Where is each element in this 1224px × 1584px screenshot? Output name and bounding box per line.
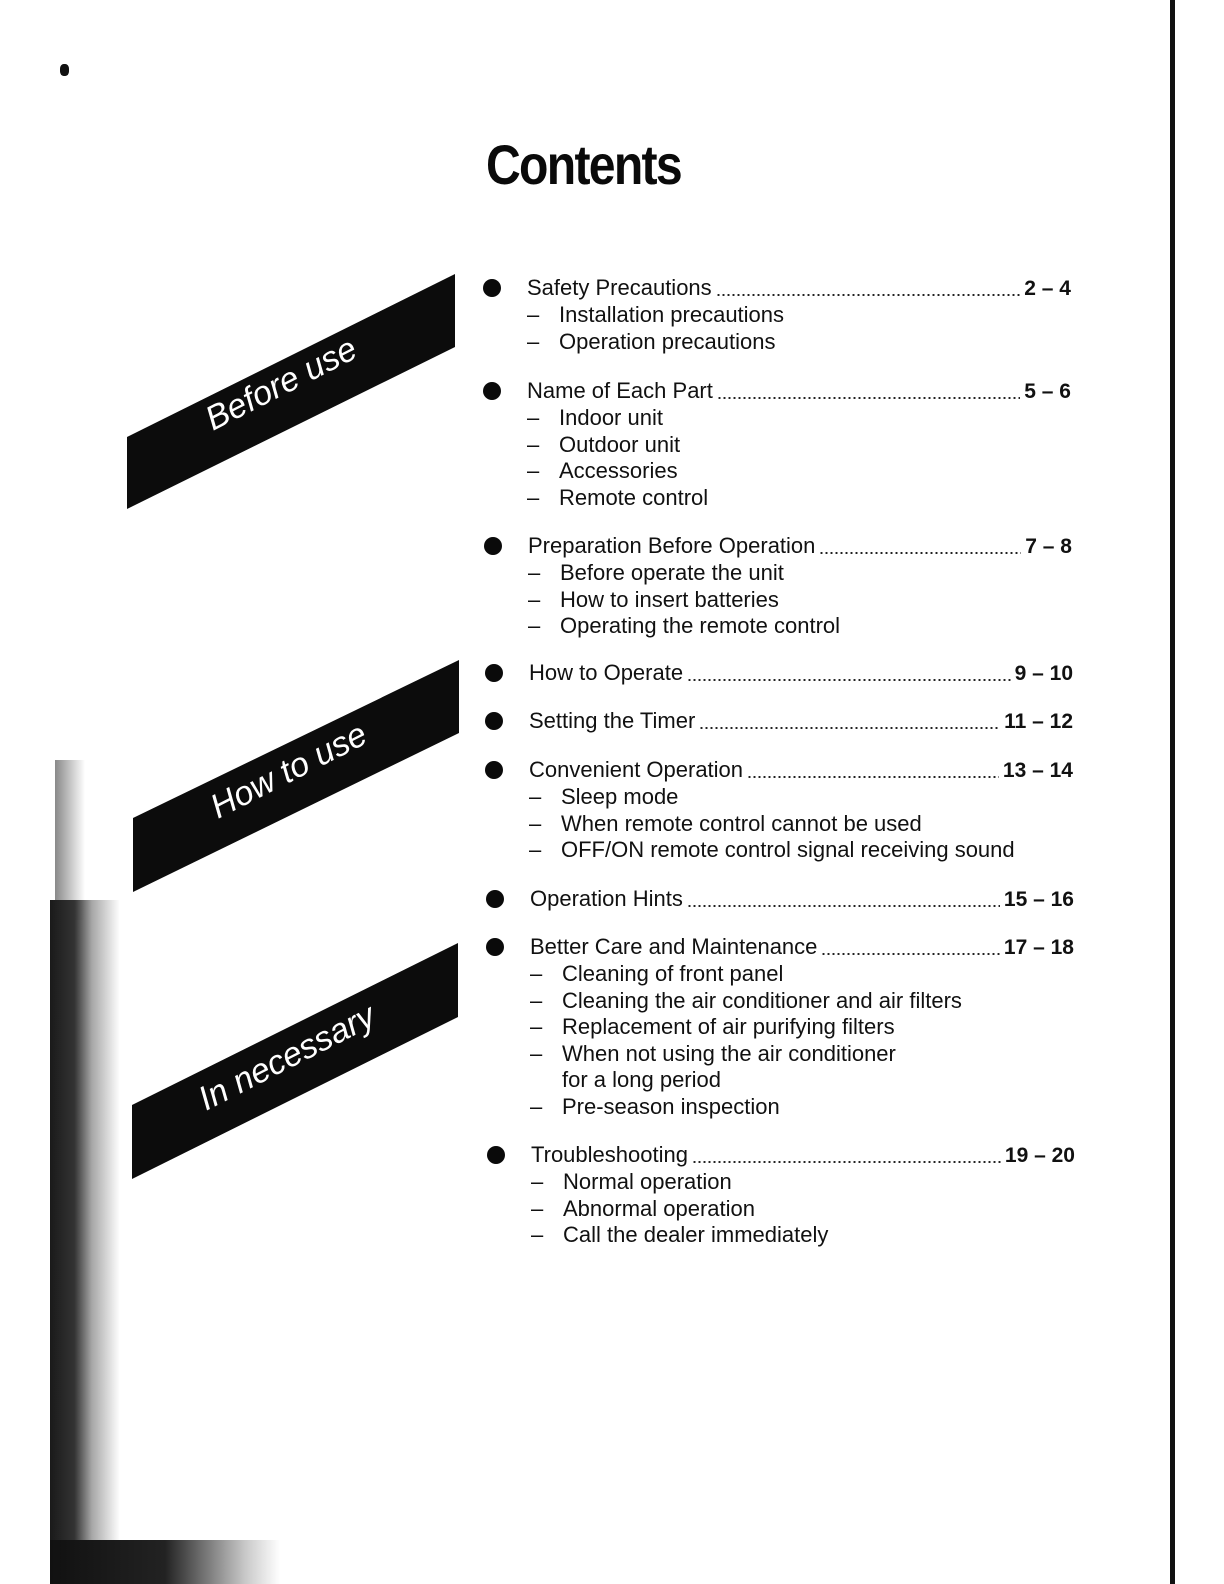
dash-icon: – xyxy=(530,961,543,986)
toc-entry-title: How to Operate xyxy=(529,660,684,685)
dot-leader xyxy=(699,727,1000,729)
dot-leader xyxy=(687,905,1000,907)
toc-subitem: – Operating the remote control xyxy=(528,613,841,638)
dash-icon: – xyxy=(531,1169,544,1194)
toc-subitem: – OFF/ON remote control signal receiving sound xyxy=(529,837,1015,862)
toc-page-range: 2 – 4 xyxy=(1024,277,1071,300)
toc-entry xyxy=(486,885,1074,913)
band-shape xyxy=(0,0,470,1190)
dash-icon: – xyxy=(528,560,541,585)
dash-icon: – xyxy=(530,1040,543,1066)
toc-entry xyxy=(485,756,1073,864)
toc-entry xyxy=(485,707,1073,735)
dash-icon: – xyxy=(527,484,540,510)
dot-leader xyxy=(692,1161,1001,1163)
toc-subitem: – Call the dealer immediately xyxy=(531,1222,829,1247)
toc-subitem: – Indoor unit xyxy=(527,405,663,430)
dash-icon: – xyxy=(529,784,542,809)
toc-subitem: – Remote control xyxy=(527,484,709,510)
dash-icon: – xyxy=(527,328,540,354)
dot-leader xyxy=(819,552,1021,554)
dash-icon: – xyxy=(527,458,540,483)
dash-icon: – xyxy=(528,613,541,638)
section-band-in-necessary xyxy=(0,0,470,1190)
dash-icon: – xyxy=(530,987,543,1013)
dot-leader xyxy=(821,953,1000,955)
dash-icon: – xyxy=(529,810,542,836)
toc-subitem: – Abnormal operation xyxy=(531,1195,756,1221)
toc-page-range: 5 – 6 xyxy=(1024,380,1071,403)
bullet-icon xyxy=(486,938,504,956)
dash-icon: – xyxy=(530,1014,543,1039)
bullet-icon xyxy=(485,761,503,779)
bullet-icon xyxy=(487,1146,505,1164)
toc-entry-title: Better Care and Maintenance xyxy=(530,934,818,959)
page-title: Contents xyxy=(486,133,681,196)
bullet-icon xyxy=(486,890,504,908)
dash-icon: – xyxy=(527,302,540,327)
bullet-icon xyxy=(485,664,503,682)
toc-entry xyxy=(483,274,1071,355)
toc-entry-title: Safety Precautions xyxy=(527,275,712,300)
toc-entry xyxy=(487,1141,1075,1249)
dash-icon: – xyxy=(531,1195,544,1221)
toc-page-range: 17 – 18 xyxy=(1003,936,1074,959)
dash-icon: – xyxy=(529,837,542,862)
toc-subitem-continuation: for a long period xyxy=(562,1067,721,1092)
toc-subitem: – Pre-season inspection xyxy=(530,1093,780,1119)
toc-entry-title: Name of Each Part xyxy=(527,378,713,403)
toc-subitem: – Sleep mode xyxy=(529,784,679,809)
toc-subitem: – Cleaning the air conditioner and air filters xyxy=(530,987,962,1013)
toc-subitem: – Operation precautions xyxy=(527,328,776,354)
toc-entry xyxy=(484,532,1072,640)
bullet-icon xyxy=(485,712,503,730)
toc-subitem: – Before operate the unit xyxy=(528,560,784,585)
toc-entry xyxy=(485,659,1073,687)
toc-entry-title: Troubleshooting xyxy=(531,1142,688,1167)
scan-shadow xyxy=(50,1540,280,1584)
toc-page-range: 13 – 14 xyxy=(1002,759,1073,782)
toc-subitem: – Installation precautions xyxy=(527,302,785,327)
toc-page-range: 15 – 16 xyxy=(1003,888,1074,911)
toc-entry xyxy=(483,377,1071,511)
dot-leader xyxy=(716,294,1021,296)
toc-subitem: – When remote control cannot be used xyxy=(529,810,922,836)
toc-page-range: 7 – 8 xyxy=(1025,535,1072,558)
dash-icon: – xyxy=(531,1222,544,1247)
toc-entry-title: Operation Hints xyxy=(530,886,683,911)
toc-entry-title: Preparation Before Operation xyxy=(528,533,816,558)
toc-subitem: – How to insert batteries xyxy=(528,586,779,612)
section-label-before-use: Before use xyxy=(199,329,364,439)
toc-page-range: 19 – 20 xyxy=(1004,1144,1075,1167)
toc-subitem: – Outdoor unit xyxy=(527,431,681,457)
toc-subitem: – Accessories xyxy=(527,458,678,483)
bullet-icon xyxy=(484,537,502,555)
dash-icon: – xyxy=(530,1093,543,1119)
toc-subitem: – Normal operation xyxy=(531,1169,732,1194)
dash-icon: – xyxy=(527,431,540,457)
page-border xyxy=(1170,0,1175,1584)
toc-subitem: – Cleaning of front panel xyxy=(530,961,784,986)
bullet-icon xyxy=(483,382,501,400)
dot-leader xyxy=(717,397,1020,399)
bullet-icon xyxy=(483,279,501,297)
toc-subitem: – Replacement of air purifying filters xyxy=(530,1014,895,1039)
dash-icon: – xyxy=(527,405,540,430)
dash-icon: – xyxy=(528,586,541,612)
toc-page-range: 9 – 10 xyxy=(1014,662,1073,685)
toc-page-range: 11 – 12 xyxy=(1004,710,1073,733)
dot-leader xyxy=(747,776,999,778)
toc-entry xyxy=(486,933,1074,1120)
dot-leader xyxy=(687,679,1011,681)
section-label-in-necessary: In necessary xyxy=(192,996,382,1119)
section-label-how-to-use: How to use xyxy=(204,715,374,827)
toc-entry-title: Setting the Timer xyxy=(529,708,696,733)
toc-entry-title: Convenient Operation xyxy=(529,757,744,782)
toc-subitem: – When not using the air conditioner xyxy=(530,1040,896,1066)
